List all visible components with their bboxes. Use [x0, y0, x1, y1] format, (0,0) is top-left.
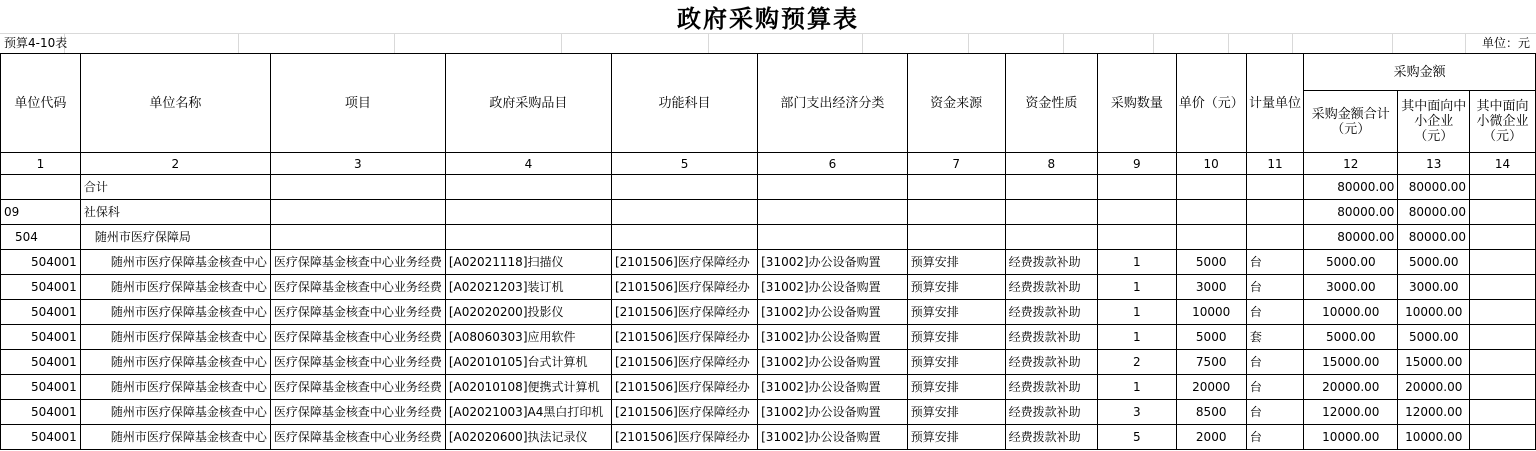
cell-price: 3000 [1176, 275, 1246, 300]
cell-item: [A02010108]便携式计算机 [445, 375, 611, 400]
cell-qty: 1 [1098, 325, 1177, 350]
cell-project: 医疗保障基金核查中心业务经费 [270, 325, 445, 350]
summary-row-total [1, 175, 1536, 200]
cell-name: 随州市医疗保障基金核查中心 [80, 325, 270, 350]
cell-name: 随州市医疗保障基金核查中心 [80, 350, 270, 375]
cell-qty: 5 [1098, 425, 1177, 450]
col-number: 10 [1176, 153, 1246, 175]
cell-item: [A02021203]装订机 [445, 275, 611, 300]
cell-amount-total: 80000.00 [1304, 225, 1398, 250]
cell-src: 预算安排 [907, 250, 1005, 275]
cell-name: 社保科 [80, 200, 270, 225]
cell-project: 医疗保障基金核查中心业务经费 [270, 275, 445, 300]
cell-sme: 80000.00 [1398, 225, 1470, 250]
col-number: 1 [1, 153, 81, 175]
summary-row-unit [1, 225, 1536, 250]
cell-func: [2101506]医疗保障经办 [611, 350, 757, 375]
cell-price: 10000 [1176, 300, 1246, 325]
col-number: 3 [270, 153, 445, 175]
cell-sme: 80000.00 [1398, 175, 1470, 200]
cell-econ: [31002]办公设备购置 [758, 325, 908, 350]
cell-unit: 台 [1246, 400, 1303, 425]
cell-econ: [31002]办公设备购置 [758, 375, 908, 400]
cell-qty: 1 [1098, 375, 1177, 400]
header-unit-name: 单位名称 [80, 54, 270, 153]
cell-price: 7500 [1176, 350, 1246, 375]
cell-sme: 80000.00 [1398, 200, 1470, 225]
cell-name: 随州市医疗保障基金核查中心 [80, 275, 270, 300]
cell-code: 504001 [1, 350, 81, 375]
cell-src: 预算安排 [907, 425, 1005, 450]
cell-item: [A02021003]A4黑白打印机 [445, 400, 611, 425]
header-measure-unit: 计量单位 [1246, 54, 1303, 153]
cell-name: 合计 [80, 175, 270, 200]
cell-econ: [31002]办公设备购置 [758, 275, 908, 300]
cell-nature: 经费拨款补助 [1005, 250, 1097, 275]
cell-amount-total: 20000.00 [1304, 375, 1398, 400]
cell-econ: [31002]办公设备购置 [758, 425, 908, 450]
cell-econ: [31002]办公设备购置 [758, 250, 908, 275]
cell-sme: 10000.00 [1398, 300, 1470, 325]
cell-project: 医疗保障基金核查中心业务经费 [270, 350, 445, 375]
cell-code: 504001 [1, 275, 81, 300]
cell-micro [1470, 350, 1536, 375]
col-number: 14 [1470, 153, 1536, 175]
cell-price: 5000 [1176, 325, 1246, 350]
table-row [1, 325, 1536, 350]
cell-code: 504001 [1, 425, 81, 450]
unit-label: 单位：元 [1481, 36, 1530, 50]
cell-qty: 3 [1098, 400, 1177, 425]
cell-micro [1470, 300, 1536, 325]
cell-nature: 经费拨款补助 [1005, 350, 1097, 375]
cell-nature: 经费拨款补助 [1005, 275, 1097, 300]
cell-micro [1470, 250, 1536, 275]
table-row [1, 250, 1536, 275]
cell-nature: 经费拨款补助 [1005, 400, 1097, 425]
cell-code: 504001 [1, 375, 81, 400]
cell-src: 预算安排 [907, 325, 1005, 350]
cell-project: 医疗保障基金核查中心业务经费 [270, 250, 445, 275]
cell-micro [1470, 400, 1536, 425]
header-function-subject: 功能科目 [611, 54, 757, 153]
cell-name: 随州市医疗保障基金核查中心 [80, 375, 270, 400]
cell-amount-total: 15000.00 [1304, 350, 1398, 375]
cell-qty: 1 [1098, 250, 1177, 275]
cell-amount-total: 80000.00 [1304, 200, 1398, 225]
cell-item: [A08060303]应用软件 [445, 325, 611, 350]
cell-src: 预算安排 [907, 350, 1005, 375]
cell-nature: 经费拨款补助 [1005, 300, 1097, 325]
cell-micro [1470, 425, 1536, 450]
cell-price: 8500 [1176, 400, 1246, 425]
table-row [1, 375, 1536, 400]
cell-micro [1470, 175, 1536, 200]
cell-amount-total: 10000.00 [1304, 300, 1398, 325]
budget-table [0, 53, 1536, 450]
cell-item: [A02010105]台式计算机 [445, 350, 611, 375]
cell-name: 随州市医疗保障基金核查中心 [80, 425, 270, 450]
cell-src: 预算安排 [907, 275, 1005, 300]
cell-code: 504001 [1, 300, 81, 325]
cell-name: 随州市医疗保障基金核查中心 [80, 400, 270, 425]
cell-price: 20000 [1176, 375, 1246, 400]
col-number: 13 [1398, 153, 1470, 175]
cell-unit: 台 [1246, 425, 1303, 450]
header-amount-total: 采购金额合计（元） [1304, 91, 1398, 153]
cell-unit: 台 [1246, 375, 1303, 400]
cell-sme: 10000.00 [1398, 425, 1470, 450]
cell-qty: 1 [1098, 300, 1177, 325]
cell-unit: 台 [1246, 250, 1303, 275]
col-number: 5 [611, 153, 757, 175]
cell-unit: 套 [1246, 325, 1303, 350]
cell-amount-total: 10000.00 [1304, 425, 1398, 450]
cell-project: 医疗保障基金核查中心业务经费 [270, 375, 445, 400]
cell-name: 随州市医疗保障局 [80, 225, 270, 250]
cell-name: 随州市医疗保障基金核查中心 [80, 300, 270, 325]
col-number: 2 [80, 153, 270, 175]
cell-sme: 15000.00 [1398, 350, 1470, 375]
page-title: 政府采购预算表 [677, 5, 859, 33]
cell-micro [1470, 275, 1536, 300]
cell-sme: 5000.00 [1398, 325, 1470, 350]
cell-src: 预算安排 [907, 300, 1005, 325]
table-row [1, 300, 1536, 325]
cell-econ: [31002]办公设备购置 [758, 350, 908, 375]
cell-micro [1470, 225, 1536, 250]
cell-project: 医疗保障基金核查中心业务经费 [270, 400, 445, 425]
col-number: 9 [1098, 153, 1177, 175]
header-procurement-item: 政府采购品目 [445, 54, 611, 153]
cell-micro [1470, 200, 1536, 225]
cell-func: [2101506]医疗保障经办 [611, 400, 757, 425]
col-number: 7 [907, 153, 1005, 175]
cell-econ: [31002]办公设备购置 [758, 300, 908, 325]
cell-func: [2101506]医疗保障经办 [611, 275, 757, 300]
header-econ-class: 部门支出经济分类 [758, 54, 908, 153]
cell-item: [A02020200]投影仪 [445, 300, 611, 325]
cell-unit: 台 [1246, 350, 1303, 375]
cell-sme: 12000.00 [1398, 400, 1470, 425]
cell-amount-total: 5000.00 [1304, 250, 1398, 275]
cell-sme: 20000.00 [1398, 375, 1470, 400]
cell-name: 随州市医疗保障基金核查中心 [80, 250, 270, 275]
header-unit-code: 单位代码 [1, 54, 81, 153]
table-row [1, 350, 1536, 375]
cell-nature: 经费拨款补助 [1005, 375, 1097, 400]
header-quantity: 采购数量 [1098, 54, 1177, 153]
cell-nature: 经费拨款补助 [1005, 325, 1097, 350]
cell-unit: 台 [1246, 275, 1303, 300]
header-unit-price: 单价（元） [1176, 54, 1246, 153]
cell-code: 504 [1, 225, 81, 250]
header-sme: 其中面向中小企业（元） [1398, 91, 1470, 153]
col-number: 11 [1246, 153, 1303, 175]
cell-price: 2000 [1176, 425, 1246, 450]
col-number: 6 [758, 153, 908, 175]
cell-sme: 5000.00 [1398, 250, 1470, 275]
cell-func: [2101506]医疗保障经办 [611, 375, 757, 400]
cell-amount-total: 5000.00 [1304, 325, 1398, 350]
cell-unit: 台 [1246, 300, 1303, 325]
cell-price: 5000 [1176, 250, 1246, 275]
header-project: 项目 [270, 54, 445, 153]
cell-amount-total: 80000.00 [1304, 175, 1398, 200]
cell-project: 医疗保障基金核查中心业务经费 [270, 425, 445, 450]
cell-micro [1470, 375, 1536, 400]
cell-nature: 经费拨款补助 [1005, 425, 1097, 450]
cell-src: 预算安排 [907, 375, 1005, 400]
cell-code: 09 [1, 200, 81, 225]
cell-func: [2101506]医疗保障经办 [611, 250, 757, 275]
header-amount-group: 采购金额 [1304, 54, 1536, 91]
cell-func: [2101506]医疗保障经办 [611, 425, 757, 450]
cell-src: 预算安排 [907, 400, 1005, 425]
table-row [1, 400, 1536, 425]
cell-qty: 1 [1098, 275, 1177, 300]
cell-econ: [31002]办公设备购置 [758, 400, 908, 425]
table-row [1, 275, 1536, 300]
cell-func: [2101506]医疗保障经办 [611, 300, 757, 325]
form-code: 预算4-10表 [4, 36, 68, 50]
cell-amount-total: 12000.00 [1304, 400, 1398, 425]
header-fund-source: 资金来源 [907, 54, 1005, 153]
col-number: 12 [1304, 153, 1398, 175]
cell-code [1, 175, 81, 200]
cell-amount-total: 3000.00 [1304, 275, 1398, 300]
cell-code: 504001 [1, 400, 81, 425]
col-number: 8 [1005, 153, 1097, 175]
cell-item: [A02020600]执法记录仪 [445, 425, 611, 450]
cell-qty: 2 [1098, 350, 1177, 375]
cell-sme: 3000.00 [1398, 275, 1470, 300]
header-micro: 其中面向小微企业（元） [1470, 91, 1536, 153]
cell-code: 504001 [1, 325, 81, 350]
cell-code: 504001 [1, 250, 81, 275]
cell-item: [A02021118]扫描仪 [445, 250, 611, 275]
cell-project: 医疗保障基金核查中心业务经费 [270, 300, 445, 325]
summary-row-dept [1, 200, 1536, 225]
cell-micro [1470, 325, 1536, 350]
header-fund-nature: 资金性质 [1005, 54, 1097, 153]
table-row [1, 425, 1536, 450]
col-number: 4 [445, 153, 611, 175]
cell-func: [2101506]医疗保障经办 [611, 325, 757, 350]
